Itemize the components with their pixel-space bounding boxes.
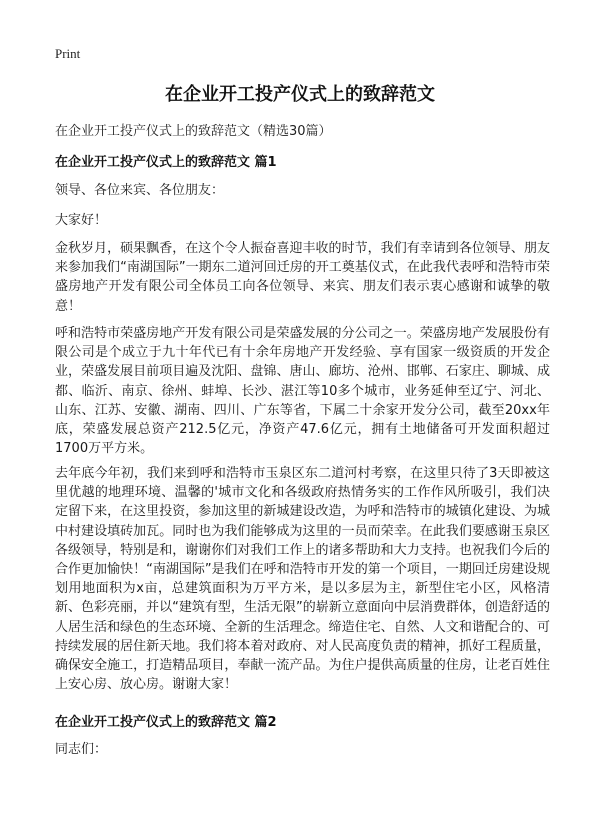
paragraph-section2-salutation: 同志们： xyxy=(55,742,108,757)
paragraph-salutation: 领导、各位来宾、各位朋友： xyxy=(55,183,225,198)
section-heading-2: 在企业开工投产仪式上的致辞范文 篇2 xyxy=(55,715,277,730)
paragraph-greeting: 大家好！ xyxy=(55,213,108,228)
paragraph-company-intro: 呼和浩特市荣盛房地产开发有限公司是荣盛发展的分公司之一。荣盛房地产发展股份有限公司是个成立于九十年代已有十余年房地产开发经验、享有国家一级资质的开发企业，荣盛发展目前项目遍及沈阳、盘锦、唐山、廊坊、沧州、邯郸、石家庄、聊城、成都、临沂、南京、徐州、蚌埠、长沙、湛江等10多个城市，业务延伸至辽宁、河北、山东、江苏、安徽、湖南、四川、广东等省，下属二十余家开发分公司，截至20xx年底，荣盛发展总资产212.5亿元，净资产47.6亿元，拥有土地储备可开发面积超过1700万平方米。 xyxy=(55,326,550,457)
paragraph-opening: 金秋岁月，硕果飘香，在这个令人振奋喜迎丰收的时节，我们有幸请到各位领导、朋友来参加我们“南湖国际”一期东二道河回迁房的开工奠基仪式，在此我代表呼和浩特市荣盛房地产开发有限公司全体员工向各位领导、来宾、朋友们表示衷心感谢和诚挚的敬意！ xyxy=(55,241,550,314)
section-heading-1: 在企业开工投产仪式上的致辞范文 篇1 xyxy=(55,155,277,170)
document-subtitle: 在企业开工投产仪式上的致辞范文（精选30篇） xyxy=(55,124,332,139)
page-title: 在企业开工投产仪式上的致辞范文 xyxy=(165,84,435,105)
print-link[interactable]: Print xyxy=(55,46,81,61)
paragraph-project-intro: 去年底今年初，我们来到呼和浩特市玉泉区东二道河村考察，在这里只待了3天即被这里优越的地理环境、温馨的'城市文化和各级政府热情务实的工作作风所吸引，我们决定留下来，在这里投资，参加这里的新城建设改造，为呼和浩特市的城镇化建设、为城中村建设填砖加瓦。同时也为我们能够成为这里的一员而荣幸。在此我们要感谢玉泉区各级领导，特别是和，谢谢你们对我们工作上的诸多帮助和大力支持。也祝我们今后的合作更加愉快！“南湖国际”是我们在呼和浩特市开发的第一个项目，一期回迁房建设规划用地面积为x亩，总建筑面积为万平方米，是以多层为主，新型住宅小区，风格清新、色彩亮丽，并以“建筑有型，生活无限”的崭新立意面向中层消费群体，创造舒适的人居生活和绿色的生态环境、全新的生活理念。缔造住宅、自然、人文和谐配合的、可持续发展的居住新天地。我们将本着对政府、对人民高度负责的精神，抓好工程质量，确保安全施工，打造精品项目，奉献一流产品。为住户提供高质量的住房，让老百姓住上安心房、放心房。谢谢大家！ xyxy=(55,466,550,693)
